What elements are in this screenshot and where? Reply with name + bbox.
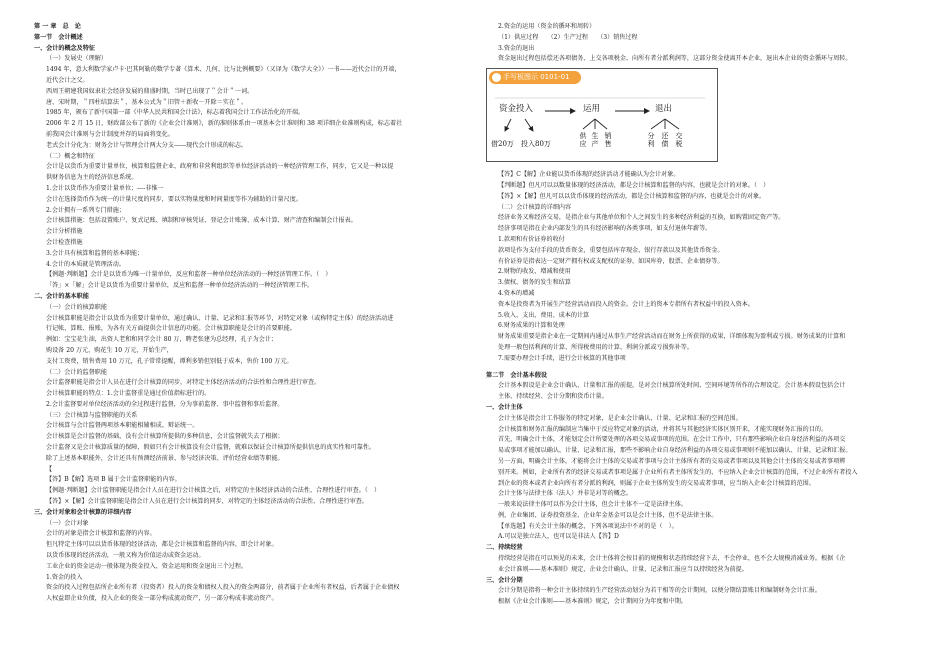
text-line: 会计分析措施 [46, 228, 83, 236]
text-line: 1.款项和有价证券的收付 [498, 235, 565, 243]
text-line: 首先，明确会计主体，才能划定会计所要处理的各项交易或事项的范围。在会计工作中，只有那些影响企业自身经济利益的各项交 [498, 436, 846, 444]
text-line: 西周王朝建我国奴隶社会经济发展的鼎盛时期，当时已出现了＂会计＂一词。 [46, 87, 254, 95]
text-line: 例，企业集团、证券投资基金、企业年金基金可以是会计主体，但不是法律主体。 [498, 511, 718, 519]
text-line: 会计核算职能的特点：1.会计监督重是通过价值指标进行的。 [46, 390, 211, 398]
text-line: 【例题·判断题】会计是以货币为唯一计量单位，反应和监督一种单位经济活动的一种经济管理工作。（ ） [46, 271, 332, 279]
text-line: （二）会计核算的详细内容 [498, 203, 572, 211]
text-line: 【判断题】但凡可以以数量体现的经济活动，都是会计核算和监督的内容，也就是会计的对象。（ ） [498, 181, 770, 189]
text-line: 4.资本的增减 [498, 289, 535, 297]
text-line: 2.财物的收发、增减和使用 [498, 268, 571, 276]
stage-repay: 还债 [661, 132, 669, 149]
diagram-debt: 借20万 [491, 140, 514, 149]
arrow-to-tax [665, 119, 679, 129]
text-line: 供财务信息为主的经济信息系统。 [46, 174, 138, 182]
text-line: （二）概念和特征 [46, 152, 95, 160]
stage-sales: 销售 [604, 132, 612, 149]
section-heading: 三、会计对象和会计核算的详细内容 [34, 508, 132, 516]
text-line: 会计检查措施 [46, 238, 83, 246]
text-line: 会计核算和财务汇报的编制应当集中于反应特定对象的活动，并将其与其他经济实体区别开来，才能实现财务汇报的目的。 [498, 425, 828, 433]
text-line: 资金退出过程包括偿还各项债务、上交各项税金、向所有者分派利润等，这部分资金使离开本企业，退出本企业的资金循环与周转。 [498, 55, 852, 63]
text-line: A.可以是独立法人，也可以是非法人【答】D [498, 533, 619, 541]
text-line: 购设备 20 万元，购花生 10 万元，开始生产， [46, 346, 173, 354]
text-line: 处理一般包括利润的计算、所得税费用的计算、利润分派或亏损弥补等。 [498, 343, 693, 351]
text-line: （三）会计核算与监督职能的关系 [46, 411, 138, 419]
text-line: 会计主体是指会计工作服务的特定对象，是企业会计确认、计量、记录和汇报的空间范围。 [498, 414, 742, 422]
text-line: 7.需要办理会计手续，进行会计核算的其他事项 [498, 354, 626, 362]
text-line: 一般来说法律主体可以作为会计主体，但会计主体不一定是法律主体。 [498, 501, 687, 509]
text-line: 【答】×【解】会计监督职能是指会计人员在进行会计核算的同步，对特定的主体经济活动的合法性、合理性进行审查。 [46, 498, 368, 506]
diagram-equity: 投入80万 [521, 140, 551, 149]
text-line: 2.会计拥有一系列专门措施； [46, 206, 125, 214]
right-column [486, 22, 918, 608]
text-line: 近代会计之父。 [46, 76, 89, 84]
text-line: 1.资金的投入 [46, 573, 83, 581]
stage-production: 生产 [591, 132, 599, 149]
right-top-text [486, 22, 918, 65]
text-line: 行记帐、算账、报账，为各有关方面提供会计信息的功能。会计核算职能是会计的首要职能。 [46, 325, 296, 333]
text-line: 「答」×「解」会计是以货币为重要计量单位，反应和监督一种单位经济活动的一种经济管理工作。 [46, 282, 314, 290]
text-line: 另一方面，明确会计主体，才能将会计主体的交易或者事项与会计主体所有者的交易或者事项以及其他会计主体的交易或者事项辨 [498, 457, 846, 465]
text-line: 【答】×【解】但凡可以以货币体现的经济活动，都是会计核算和监督的内容，也就是会计的对象。 [498, 192, 766, 200]
section-heading: 第二节 会计基本假设 [486, 371, 547, 379]
text-line: 【答】B【解】选项 B 属于会计监督职能的内容。 [46, 476, 181, 484]
text-line: 1.会计以货币作为重要计量单位；----非惟一 [46, 184, 164, 192]
right-bottom-text [486, 170, 918, 608]
text-line: （1）供应过程 （2）生产过程 （3）销售过程 [498, 33, 638, 41]
text-line: 以货币体现的经济活动，一般又称为价值运动或资金运动。 [46, 552, 205, 560]
arrow-to-supply [583, 119, 595, 129]
text-line: 会计分期是指将一种会计主体持续的生产经营活动划分为若干相等的会计期间，以便分期结算账目和编制财务会计汇报。 [498, 587, 821, 595]
text-line: 但凡特定主体可以以货币体现的经济活动，都是会计核算和监督的内容，即会计对象。 [46, 541, 278, 549]
section-heading: 三、会计分期 [486, 576, 523, 584]
stage-dividend: 分利 [647, 132, 655, 149]
text-line: 【 [46, 465, 53, 473]
text-line: 前我国会计准则与会计制度并存的局面将变化。 [46, 130, 174, 138]
text-line: 会计核算措施：包括设置账户、复式记账、填制和审核凭证、登记会计账簿、成本计算、财产清查和编制会计报表。 [46, 217, 357, 225]
text-line: 到企业的资本或者企业向所有者分派的利润，则属于企业主体所发生的交易或者事项，应当纳入企业会计核算的范围。 [498, 479, 815, 487]
text-line: 易或事项才能加以确认、计量、记录和汇报，那些不影响企业自身经济利益的各项交易或事项则不能加以确认、计量、记录和汇报。 [498, 447, 852, 455]
text-line: 2.资金的运用（资金的循环和周转） [498, 23, 596, 30]
arrow-to-dividend [651, 119, 665, 129]
text-line: 会计监督职能是指会计人员在进行会计核算的同步，对特定主体经济活动的合法性和合理性进行审查。 [46, 379, 321, 387]
text-line: 会计监督又是会计核算质量的保障，假如只有会计核算没有会计监督，就难以保证会计核算所提供信息的真实性和可靠性。 [46, 444, 376, 452]
text-line: 资本是投资者为开展生产经营活动而投入的资金。会计上的资本专指所有者权益中的投入资本。 [498, 300, 754, 308]
text-line: 【例题·判断题】会计监督职能是指会计人员在进行会计核算之后，对特定的主体经济活动的合法性、合理性进行审查。（ ） [46, 487, 381, 495]
text-line: 资金的投入过程包括所企业所有者（投资者）投入的资金和债权人投入的资金两部分，前者属于企业所有者权益，后者属于企业债权 [46, 584, 400, 592]
text-line: 5.收入、支出、费用、成本的计算 [498, 311, 590, 319]
text-line: 会计基本假设是企业会计确认、计量和汇报的前提，是对会计核算所处时间、空间环境等所作的合理设定。会计基本假设包括会计 [498, 382, 846, 390]
section-heading: 二、持续经营 [486, 544, 523, 552]
text-line: 经济业务又称经济交易，是指企业与其他单位和个人之间发生的多种经济利益的互换，如购置固定资产等。 [498, 214, 785, 222]
text-line: 除了上述基本职能外，会计还具有预测经济前景、参与经济决策、评价经营业绩等职能。 [46, 454, 284, 462]
text-line: 有价证券是指表达一定财产拥有权或支配权的证券，如国库券，股票、企业债券等。 [498, 257, 724, 265]
text-line: 会计在选择货币作为统一的计量尺度的同步，要以实物量度和时间量度等作为辅助的计量尺度。 [46, 195, 302, 203]
left-column [34, 22, 462, 605]
stage-tax: 交税 [675, 132, 683, 149]
text-line: 会计主体与法律主体（法人）并非是对等的概念。 [498, 490, 633, 498]
text-line: 持续经营是指在可以预见的未来，会计主体将会按目前的规模和状态持续经营下去，不会停业，也不会大规模消减业务。根据《企 [498, 555, 846, 563]
text-line: （一）会计对象 [46, 519, 89, 527]
text-line: 主体、持续经营、会计分期和货币计量。 [498, 393, 608, 401]
arrow-to-equity [525, 119, 533, 131]
text-line: 2006 年 2 月 15 日，财政部公布了新的《企业会计准则》，新的准则体系由一项基本会计准则和 38 项详细企业准则构成，标志着社 [46, 120, 403, 128]
text-line: 工业企业的资金运动一般体现为资金投入、资金运用和资金退出三个过程。 [46, 562, 248, 570]
text-line: 根据《企业会计准则——基本准则》规定，会计期间分为年度和中期。 [498, 598, 687, 606]
arrow-to-sales [595, 119, 607, 129]
text-line: （一）发展史（理解） [46, 55, 107, 63]
text-line: 1985 年，颁布了新中国第一部《中华人民共和国会计法》，标志着我国会计工作法治化的开端。 [46, 109, 305, 117]
text-line: 业会计准则——基本准则》规定，企业会计确认、计量、记录和汇报应当以持续经营为前提。 [498, 565, 748, 573]
text-line: 款项是作为支付手段的货币资金，重要包括库存现金、银行存款以及其他货币资金。 [498, 246, 724, 254]
text-line: 唐、宋时期，＂四柱结算法＂，基本公式为＂旧管＋新收－开除＝实在＂。 [46, 98, 248, 106]
text-line: 2.会计监督要对单位经济活动的全过程进行监督，分为事前监督、事中监督和事后监督。 [46, 400, 284, 408]
text-line: 4.会计的本质就是管理活动。 [46, 260, 125, 268]
text-line: 3.会计具有核算和监督的基本职能； [46, 249, 144, 257]
text-line: 支付工资费，销售费用 10 万元，孔子常常提醒，谭利多销但别低于成本，售价 100 万元。 [46, 357, 293, 365]
text-line: 3.资金的退出 [498, 44, 535, 52]
text-line: 经济事项是指在企业内部发生的具有经济影响的各类事项，如支付退休年薪等。 [498, 225, 712, 233]
text-line: （二）会计的监督职能 [46, 368, 107, 376]
text-line: 会计的对象是指会计核算和监督的内容。 [46, 530, 156, 538]
section-heading: 第一节 会计概述 [34, 33, 83, 41]
section-heading: 第 一 章 总 论 [34, 23, 81, 30]
text-line: 3.债权、债务的发生和结算 [498, 279, 571, 287]
section-heading: 二、会计的基本职能 [34, 292, 89, 300]
diagram-use: 运用 [583, 104, 601, 115]
diagram-invest: 资金投入 [499, 104, 534, 115]
text-line: 【答】C【解】企业能以货币体现的经济活动才能确认为会计对象。 [498, 171, 680, 179]
text-line: 会计核算是会计监督的基础，没有会计核算所提供的多种信息，会计监督就失去了根据； [46, 433, 284, 441]
stage-supply: 供应 [579, 132, 587, 149]
text-line: 老式会计分化为：财务会计与管理会计两大分支——现代会计形成的标志。 [46, 141, 248, 149]
text-line: 人权益即企业负债，投入企业的资金一部分构成流动资产，另一部分构成非流动资产。 [46, 595, 278, 603]
section-heading: 一、会计主体 [486, 403, 523, 411]
arrow-to-debt [505, 119, 511, 131]
diagram-header-label: 手写板图示 0101-01 [503, 73, 570, 82]
text-line: 别开来。例如，企业所有者的经济交易或者事项是属于企业所有者主体所发生的，不应纳入企业会计核算的范围，不过企业所有者投入 [498, 468, 858, 476]
text-line: （一）会计的核算职能 [46, 303, 107, 311]
text-line: 6.财务成果的计算和处理 [498, 322, 565, 330]
text-line: 【单选题】有关会计主体的概念，下列各项说法中不对的是（ ）。 [498, 522, 678, 530]
text-line: 1494 年，意大利数学家卢卡·巴其阿勒的数学专著《算术、几何、比与比例概要》（又译为《数学大全》）一书——近代会计的开端， [46, 66, 401, 74]
section-heading: 一、会计的概念及特征 [34, 44, 95, 52]
text-line: 会计核算与会计监督两项基本职能相辅相成、辩证统一。 [46, 422, 199, 430]
diagram-exit: 退出 [655, 104, 673, 115]
text-line: 例如：宝宝花生油，出资人老和和同学会计 80 万，聘老张建为总经理，孔子为会计； [46, 336, 278, 344]
fund-flow-diagram [486, 68, 718, 162]
text-line: 会计是以货币为重要计量单位，核算和监督企业、政府和非营利组织等单位经济活动的一种经济管理工作，同步，它又是一种以提 [46, 163, 394, 171]
text-line: 会计核算职能是指会计以货币为重要计量单位，通过确认、计量、记录和汇报等环节，对特定对象（或称特定主体）的经济活动进 [46, 314, 394, 322]
text-line: 财务成果重要是指企业在一定期间内通过从事生产经营活动而在财务上所获得的成果，详细体现为盈利或亏损。财务成果的计算和 [498, 333, 846, 341]
